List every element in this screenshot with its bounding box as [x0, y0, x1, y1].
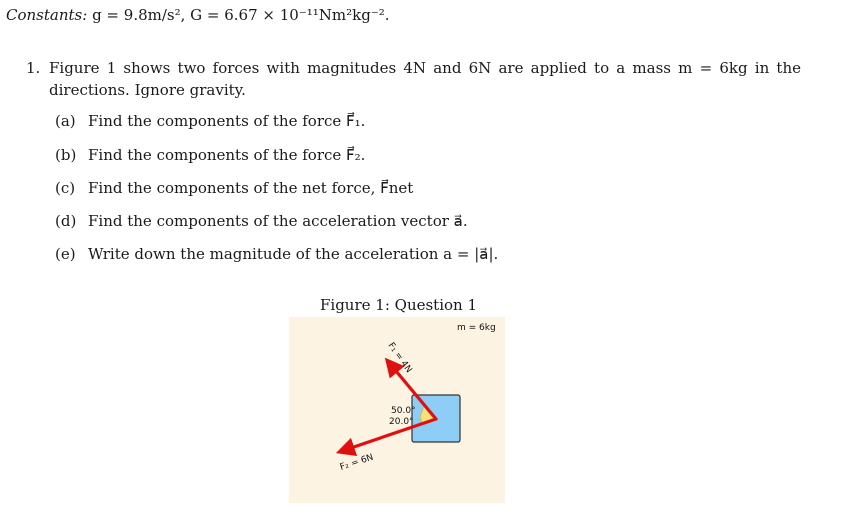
force-1-label: F₁ = 4N	[385, 340, 414, 375]
part-b	[55, 146, 365, 164]
part-b-label: (b)	[55, 146, 77, 164]
angle-2-label: 20.0°	[389, 417, 414, 427]
force-2-label: F₂ = 6N	[338, 452, 375, 473]
part-a-label: (a)	[55, 112, 76, 130]
force-diagram	[289, 317, 505, 503]
part-e	[55, 245, 498, 263]
question-number: 1.	[26, 59, 41, 77]
constants-values: g = 9.8m/s², G = 6.67 × 10⁻¹¹Nm²kg⁻².	[92, 6, 390, 24]
force-diagram-svg	[289, 317, 505, 503]
part-e-label: (e)	[55, 245, 76, 263]
part-c-label: (c)	[55, 179, 76, 197]
figure-caption: Figure 1: Question 1	[320, 296, 478, 314]
part-a	[55, 112, 365, 130]
part-b-text: Find the components of the force F⃗₂.	[88, 146, 366, 164]
constants-label: Constants:	[6, 6, 88, 24]
part-c	[55, 179, 413, 197]
mass-label: m = 6kg	[457, 323, 496, 333]
part-d-text: Find the components of the acceleration vector a⃗.	[88, 212, 468, 230]
part-e-text: Write down the magnitude of the acceleration a = |a⃗|.	[88, 245, 499, 263]
part-d-label: (d)	[55, 212, 77, 230]
part-d	[55, 212, 468, 230]
angle-1-label: 50.0°	[391, 406, 416, 416]
constants-line	[6, 6, 390, 24]
part-a-text: Find the components of the force F⃗₁.	[88, 112, 366, 130]
question-text: Figure 1 shows two forces with magnitudes 4N and 6N are applied to a mass m = 6kg in the directions. Ignore gravity.	[49, 59, 801, 99]
part-c-text: Find the components of the net force, F⃗net	[88, 179, 414, 197]
